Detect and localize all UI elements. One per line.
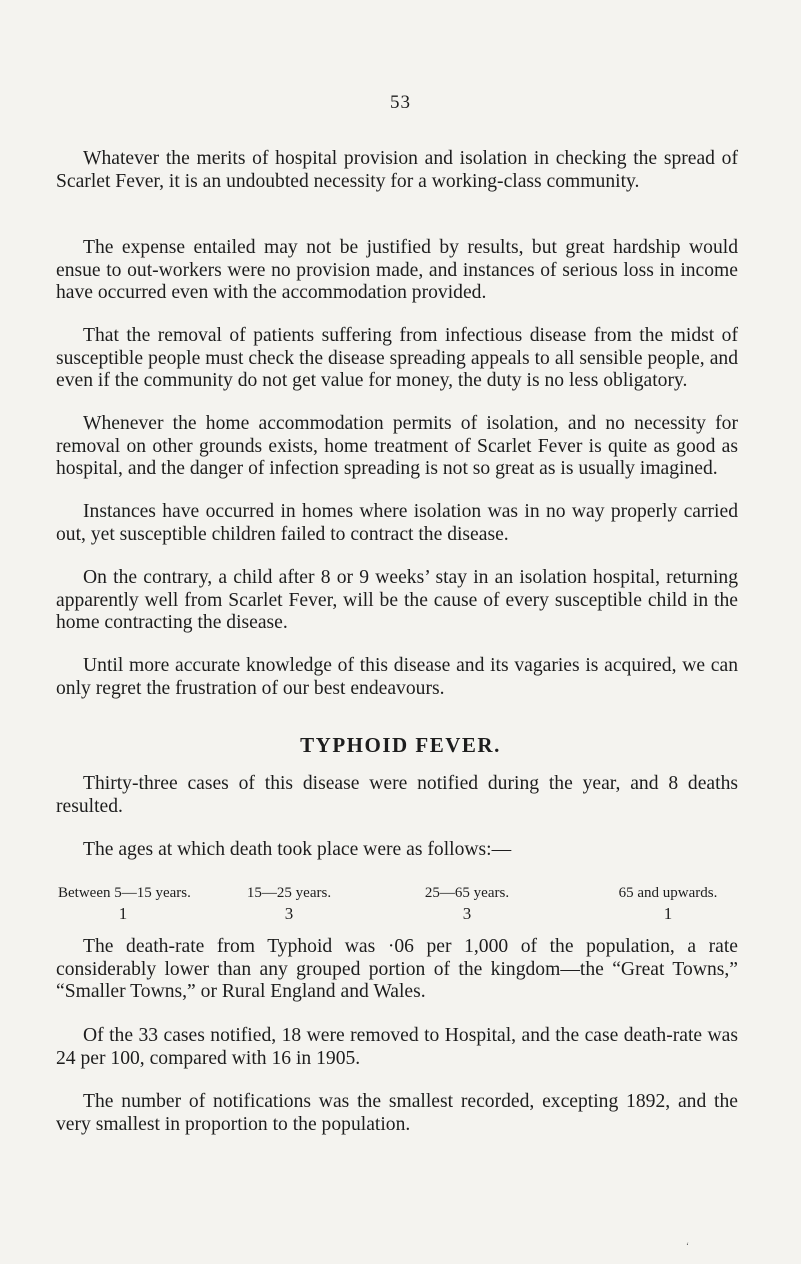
paragraph-expense: The expense entailed may not be justified by results, but great hardship would ensue to out-workers were no provision made, and instances of serious loss in income have occurred even with the accommodation provided. xyxy=(56,237,738,303)
paragraph-death-rate: The death-rate from Typhoid was ·06 per 1,000 of the population, a rate considerably lower than any grouped portion of the kingdom—the “Great Towns,” “Smaller Towns,” or Rural England and Wales. xyxy=(56,936,738,1002)
age-group-label: 65 and upwards. xyxy=(618,885,718,901)
paragraph-notifications: The number of notifications was the smallest recorded, excepting 1892, and the very smallest in proportion to the population. xyxy=(56,1091,738,1135)
paragraph-ages-intro: The ages at which death took place were as follows:— xyxy=(83,839,512,860)
paragraph-knowledge: Until more accurate knowledge of this disease and its vagaries is acquired, we can only regret the frustration of our best endeavours. xyxy=(56,655,738,699)
age-group-label: Between 5—15 years. xyxy=(58,885,191,901)
page-number: 53 xyxy=(390,92,411,113)
paragraph-hospital-removals: Of the 33 cases notified, 18 were removed to Hospital, and the case death-rate was 24 per 100, compared with 16 in 1905. xyxy=(56,1025,738,1069)
paragraph-typhoid-cases: Thirty-three cases of this disease were notified during the year, and 8 deaths resulted. xyxy=(56,773,738,817)
paragraph-home-treatment: Whenever the home accommodation permits of isolation, and no necessity for removal on other grounds exists, home treatment of Scarlet Fever is quite as good as hospital, and the danger of infection spreading is not so great as is usually imagined. xyxy=(56,413,738,479)
paragraph-isolation-necessity: Whatever the merits of hospital provision and isolation in checking the spread of Scarlet Fever, it is an undoubted necessity for a working-class community. xyxy=(56,148,738,192)
age-group-count: 1 xyxy=(118,904,128,923)
age-group-count: 1 xyxy=(663,904,673,923)
age-group-15-25 xyxy=(224,883,354,925)
paragraph-contrary: On the contrary, a child after 8 or 9 weeks’ stay in an isolation hospital, returning apparently well from Scarlet Fever, will be the cause of every susceptible child in the home contracting the disease. xyxy=(56,567,738,633)
death-ages-table xyxy=(58,883,748,929)
age-group-25-65 xyxy=(402,883,532,925)
paragraph-removal: That the removal of patients suffering from infectious disease from the midst of susceptible people must check the disease spreading appeals to all sensible people, and even if the community do not get value for money, the duty is no less obligatory. xyxy=(56,325,738,391)
age-group-count: 3 xyxy=(462,904,472,923)
stray-mark: ʻ xyxy=(686,1241,689,1251)
age-group-65-upwards xyxy=(588,883,748,925)
age-group-label: 15—25 years. xyxy=(246,885,332,901)
age-group-label: 25—65 years. xyxy=(424,885,510,901)
age-group-count: 3 xyxy=(284,904,294,923)
age-group-5-15 xyxy=(58,883,191,925)
paragraph-instances: Instances have occurred in homes where isolation was in no way properly carried out, yet susceptible children failed to contract the disease. xyxy=(56,501,738,545)
section-heading-typhoid: TYPHOID FEVER. xyxy=(300,733,501,757)
